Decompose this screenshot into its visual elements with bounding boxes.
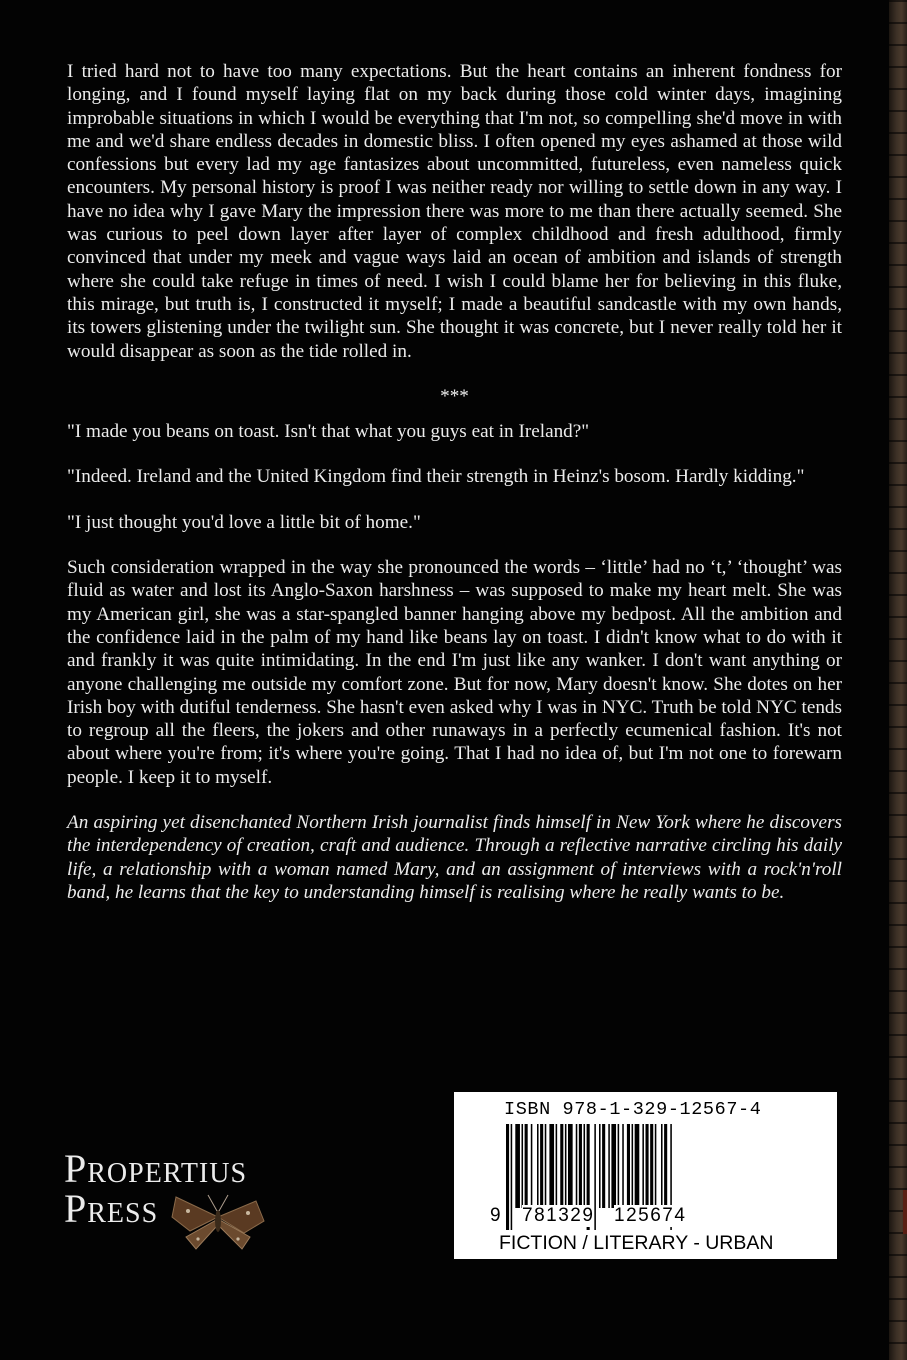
barcode-digits-left: 781329 (522, 1205, 595, 1226)
brick-wall-edge (889, 0, 907, 1360)
publisher-name-line-2: Press (64, 1186, 159, 1231)
section-break: *** (440, 385, 469, 407)
publisher-name-line-1: Propertius (64, 1146, 248, 1191)
barcode-digits-right: 125674 (614, 1205, 687, 1226)
moth-icon (168, 1187, 268, 1251)
spine-edge-mark (903, 1190, 907, 1234)
barcode-panel (454, 1092, 837, 1259)
excerpt-paragraph-2: Such consideration wrapped in the way she pronounced the words – ‘little’ had no ‘t,’ ‘thought’ was fluid as water and lost its Anglo-Saxon harshness – was supposed to make my heart melt. She was my American girl, she was a star-spangled banner hanging above my bedpost. All the ambition and the confidence laid in the palm of my hand like beans lay on toast. I didn't know what to do with it and frankly it was quite intimidating. In the end I'm just like any wanker. I don't want anything or anyone challenging me outside my comfort zone. But for now, Mary doesn't know. She dotes on her Irish boy with dutiful tenderness. She hasn't even asked why I was in NYC. Truth be told NYC tends to regroup all the fleers, the jokers and other runaways in a perfectly ecumenical fashion. It's not about where you're from; it's where you're going. That I had no idea of, but I'm not one to forewarn people. I keep it to myself. (67, 557, 842, 788)
isbn-label: ISBN 978-1-329-12567-4 (504, 1099, 762, 1120)
dialogue-line-3: "I just thought you'd love a little bit of home." (67, 511, 421, 533)
dialogue-line-1: "I made you beans on toast. Isn't that what you guys eat in Ireland?" (67, 421, 590, 443)
book-blurb: An aspiring yet disenchanted Northern Irish journalist finds himself in New York where he discovers the interdependency of creation, craft and audience. Through a reflective narrative circling his daily life, a relationship with a woman named Mary, and an assignment of interviews with a rock'n'roll band, he learns that the key to understanding himself is realising where he really wants to be. (67, 812, 842, 903)
barcode-digit-prefix: 9 (490, 1205, 503, 1226)
publisher-logo (64, 1145, 274, 1255)
excerpt-paragraph-1: I tried hard not to have too many expectations. But the heart contains an inherent fondness for longing, and I found myself laying flat on my back during those cold winter days, imagining improbable situations in which I would be everything that I'm not, so compelling she'd move in with me and we'd share endless decades in domestic bliss. I often opened my eyes ashamed at those wild confessions but every lad my age fantasizes about uncommitted, futureless, even nameless quick encounters. My personal history is proof I was neither ready nor willing to settle down in any way. I have no idea why I gave Mary the impression there was more to me than there actually seemed. She was curious to peel down layer after layer of complex childhood and fresh adulthood, firmly convinced that under my meek and vague ways laid an ocean of ambition and islands of strength where she could take refuge in times of need. I wish I could blame her for believing in this fluke, this mirage, but truth is, I constructed it myself; I made a beautiful sandcastle with my own hands, its towers glistening under the twilight sun. She thought it was concrete, but I never really told her it would disappear as soon as the tide rolled in. (67, 61, 842, 362)
dialogue-line-2: "Indeed. Ireland and the United Kingdom find their strength in Heinz's bosom. Hardly kidding." (67, 466, 805, 488)
back-cover-text (67, 60, 842, 926)
book-category: FICTION / LITERARY - URBAN (499, 1232, 774, 1254)
